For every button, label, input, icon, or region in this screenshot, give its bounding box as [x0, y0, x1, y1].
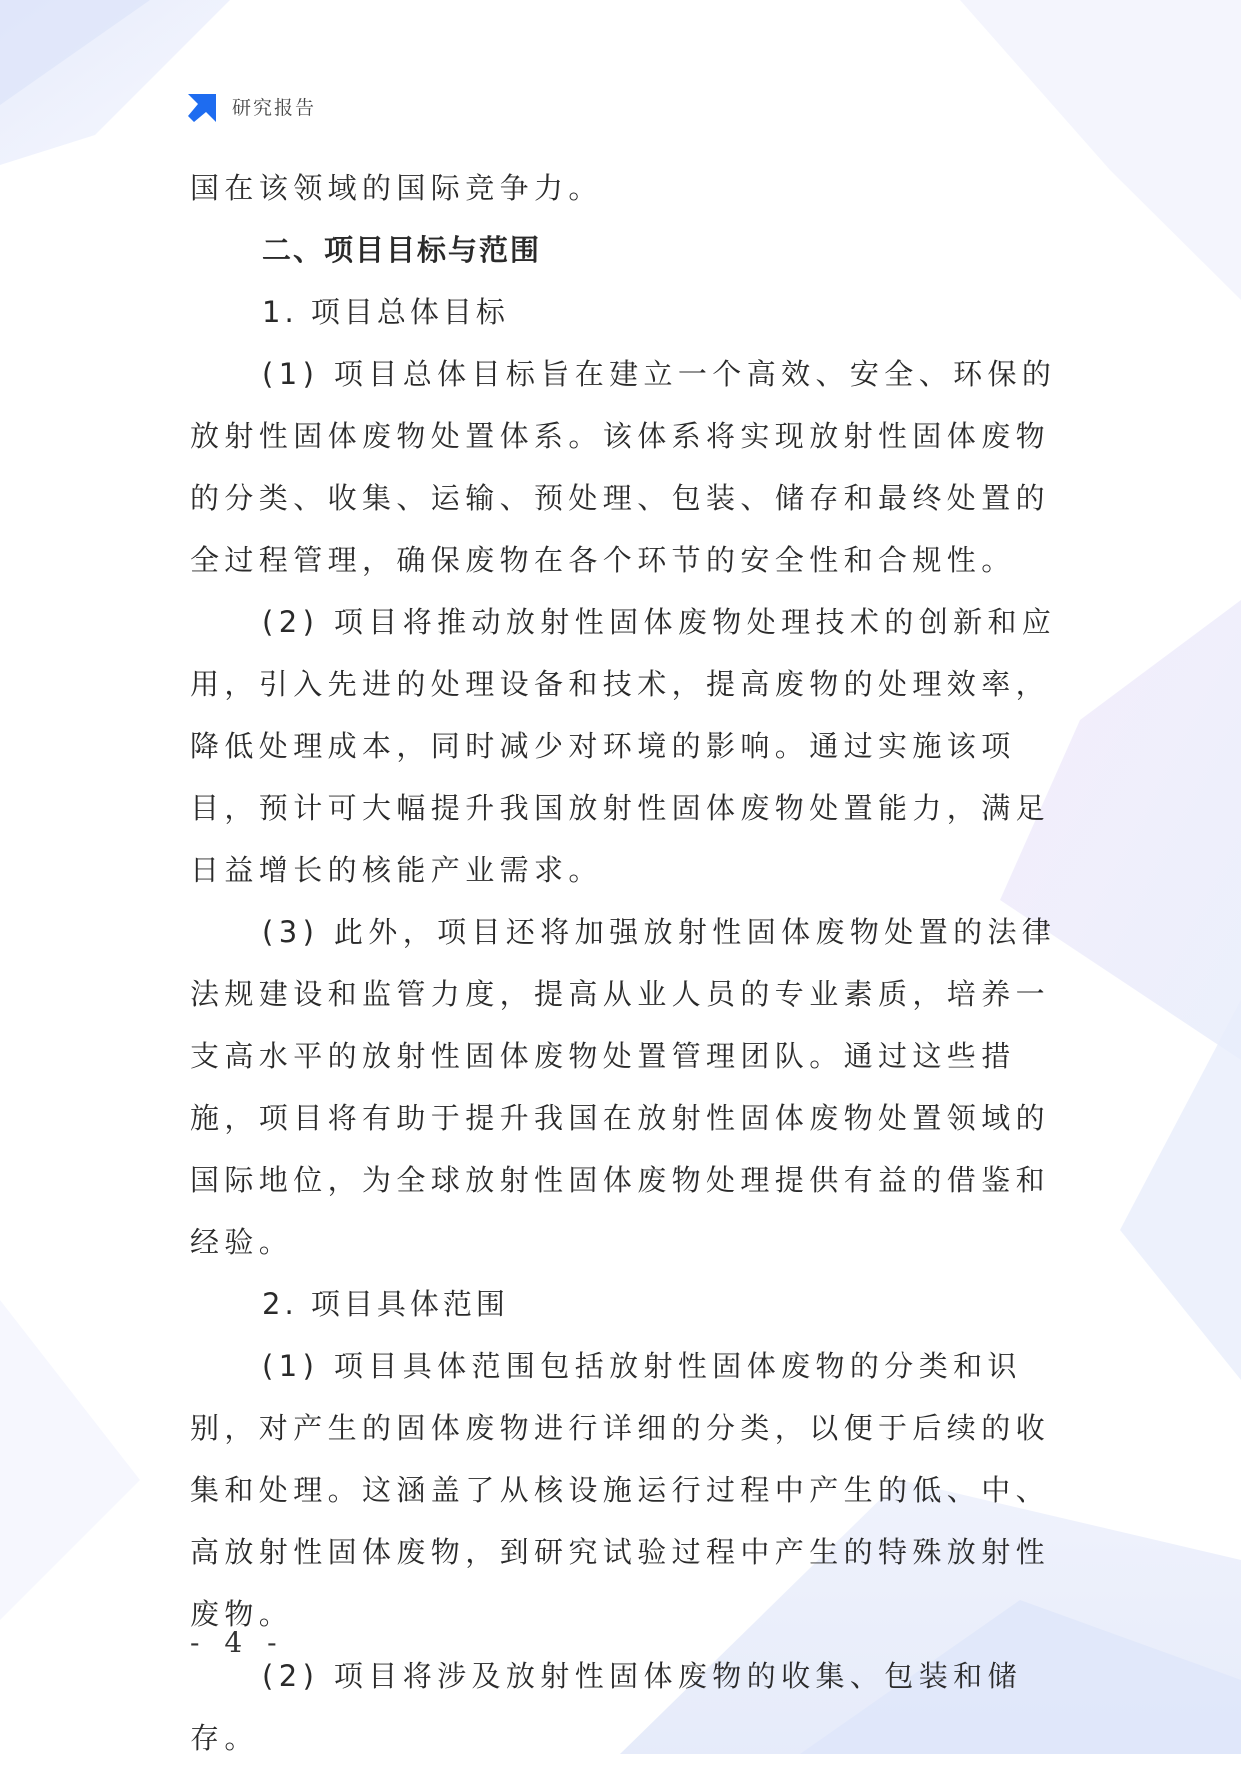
paragraph-scope-1: (1) 项目具体范围包括放射性固体废物的分类和识别，对产生的固体废物进行详细的分类，以便于后续的收集和处理。这涵盖了从核设施运行过程中产生的低、中、高放射性固体废物，到研究试验过程中产生的特殊放射性废物。 — [190, 1349, 1051, 1631]
subsection-heading-overall-goal: 1. 项目总体目标 — [262, 295, 509, 329]
paragraph-goal-1: (1) 项目总体目标旨在建立一个高效、安全、环保的放射性固体废物处置体系。该体系将实现放射性固体废物的分类、收集、运输、预处理、包装、储存和最终处置的全过程管理，确保废物在各个环节的安全性和合规性。 — [190, 357, 1057, 577]
document-body — [190, 157, 1080, 1769]
subsection-heading-specific-scope: 2. 项目具体范围 — [262, 1287, 509, 1321]
paragraph-goal-3: (3) 此外，项目还将加强放射性固体废物处置的法律法规建设和监管力度，提高从业人员的专业素质，培养一支高水平的放射性固体废物处置管理团队。通过这些措施，项目将有助于提升我国在放射性固体废物处置领域的国际地位，为全球放射性固体废物处理提供有益的借鉴和经验。 — [190, 915, 1057, 1259]
paragraph-scope-2: (2) 项目将涉及放射性固体废物的收集、包装和储存。 — [190, 1659, 1022, 1755]
page-number: - 4 - — [190, 1626, 285, 1659]
header-title: 研究报告 — [232, 96, 317, 119]
report-header — [188, 88, 316, 124]
section-heading: 二、项目目标与范围 — [262, 233, 542, 267]
paragraph-continuation: 国在该领域的国际竞争力。 — [190, 171, 603, 205]
paragraph-goal-2: (2) 项目将推动放射性固体废物处理技术的创新和应用，引入先进的处理设备和技术，提高废物的处理效率，降低处理成本，同时减少对环境的影响。通过实施该项目，预计可大幅提升我国放射性固体废物处置能力，满足日益增长的核能产业需求。 — [190, 605, 1057, 887]
arrow-up-right-icon — [188, 90, 220, 122]
